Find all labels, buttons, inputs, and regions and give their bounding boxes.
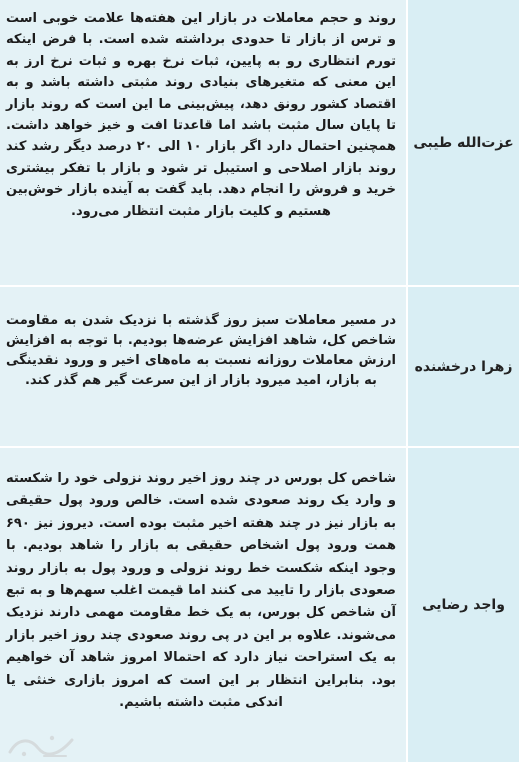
analyst-comment: روند و حجم معاملات در بازار این هفته‌ها علامت خوبی است و ترس از بازار تا حدودی برداشته شده است. با فرض اینکه تورم انتظاری رو به پایین، ثبات نرخ بهره و ثبات نرخ ارز به این معنی که متغیرهای بنیادی روند مثبتی داشته باشد و به اقتصاد کشور رونق دهد، پیش‌بینی ما این است که روند بازار تا پایان سال مثبت باشد اما قاعدتا افت و خیز خواهد داشت. همچنین احتمال دارد اگر بازار ۱۰ الی ۲۰ درصد دیگر رشد کند روند بازار اصلاحی و استیبل تر شود و بازار با تفکر بیشتری خرید و فروش را انجام دهد. باید گفت به آینده بازار خوش‌بین هستیم و کلیت بازار مثبت انتظار می‌رود. [0, 0, 406, 285]
analyst-name: زهرا درخشنده [406, 287, 519, 446]
table-row [0, 448, 519, 764]
analyst-comment: در مسیر معاملات سبز روز گذشته با نزدیک شدن به مقاومت شاخص کل، شاهد افزایش عرضه‌ها بودیم. با توجه به افزایش ارزش معاملات روزانه نسبت به ماه‌های اخیر و ورود نقدینگی به بازار، امید میرود بازار از این سرعت گیر هم گذر کند. [0, 287, 406, 446]
table-row [0, 287, 519, 448]
analyst-comment: شاخص کل بورس در چند روز اخیر روند نزولی خود را شکسته و وارد یک روند صعودی شده است. خالص ورود پول حقیقی به بازار نیز در چند هفته اخیر مثبت بوده است. دیروز نیز ۶۹۰ همت ورود پول اشخاص حقیقی به بازار را شاهد بودیم. با وجود اینکه شکست خط روند نزولی و ورود پول به بازار روند صعودی بازار را تایید می کنند اما قیمت اغلب سهم‌ها و به تبع آن شاخص کل بورس، به یک خط مقاومت مهمی دارند نزدیک می‌شوند. علاوه بر این در پی روند صعودی چند روز اخیر بازار به یک استراحت نیاز دارد که احتمالا امروز شاهد آن خواهیم بود. بنابراین انتظار بر این است که امروز بازاری خنثی یا اندکی مثبت داشته باشیم. [0, 448, 406, 762]
table-row [0, 0, 519, 287]
analyst-name: واجد رضایی [406, 448, 519, 762]
watermark-logo-icon [4, 730, 78, 760]
analyst-name: عزت‌الله طیبی [406, 0, 519, 285]
